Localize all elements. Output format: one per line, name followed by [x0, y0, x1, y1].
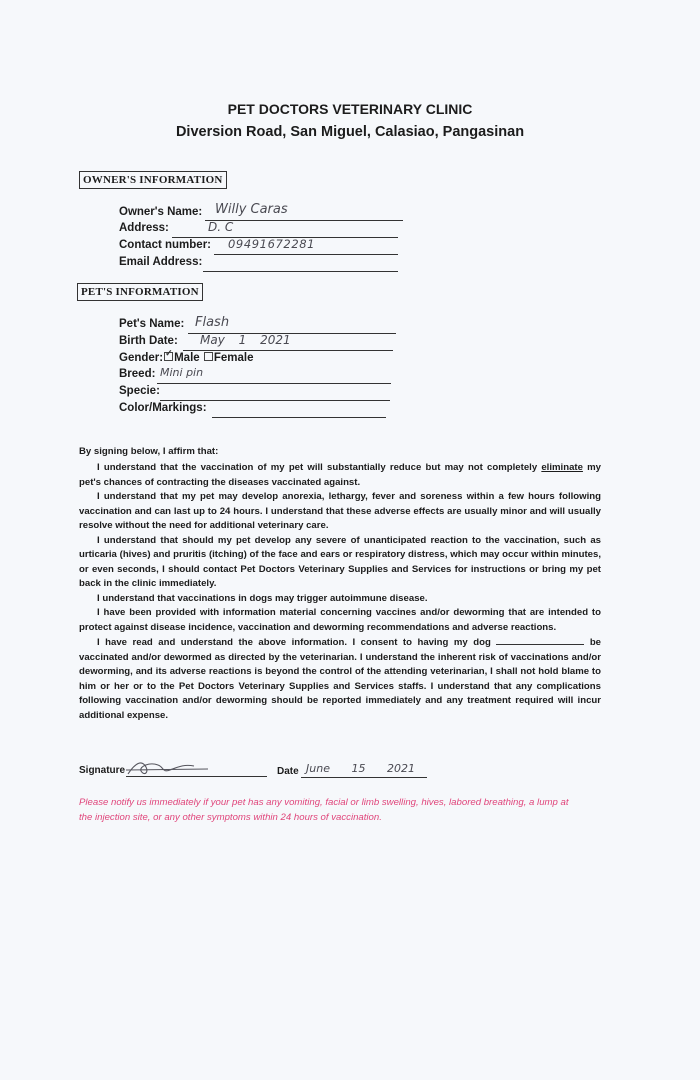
consent-p6-text-b: be vaccinated and/or dewormed as directed by the veterinarian. I understand the inherent risk of vaccinations and/or deworming, and its adverse reactions is beyond the control of the attending veterinarian, I shall not hold blame to him or her or to the Pet Doctors Veterinary Supplies and Services staffs. I understand that any complications following vaccination and/or deworming should be reported immediately and any treatment required will incur additional expense.	[79, 637, 602, 721]
breed-label: Breed:	[119, 368, 156, 380]
consent-p6	[79, 635, 601, 723]
owner-name-label: Owner's Name:	[119, 206, 203, 218]
consent-p6-text-a: I have read and understand the above information. I consent to having my dog	[97, 637, 491, 648]
breed-line[interactable]	[157, 383, 391, 384]
clinic-name: PET DOCTORS VETERINARY CLINIC	[227, 101, 473, 117]
date-label: Date	[277, 766, 299, 777]
consent-p5: I have been provided with information material concerning vaccines and/or deworming that are intended to protect against disease incidence, vaccination and deworming recommendations and adverse reactions.	[79, 607, 601, 633]
pet-name-label: Pet's Name:	[119, 318, 185, 330]
birth-date-line[interactable]	[183, 350, 393, 351]
owner-name-value[interactable]: Willy Caras	[215, 202, 288, 217]
signature-scribble	[124, 757, 214, 779]
pet-name-value[interactable]: Flash	[195, 315, 230, 330]
date-value[interactable]: June 15 2021	[306, 762, 415, 775]
email-label: Email Address:	[119, 256, 203, 268]
contact-line[interactable]	[214, 254, 398, 255]
breed-value[interactable]: Mini pin	[160, 366, 204, 379]
consent-body	[79, 461, 601, 723]
consent-p1	[79, 461, 601, 490]
gender-row	[119, 348, 254, 364]
consent-p4: I understand that vaccinations in dogs may trigger autoimmune disease.	[97, 592, 428, 604]
owner-name-line[interactable]	[205, 220, 403, 221]
birth-date-label: Birth Date:	[119, 335, 178, 347]
signature-label: Signature	[79, 765, 126, 776]
check-mark-icon: ✓	[165, 348, 173, 359]
contact-label: Contact number:	[119, 239, 211, 251]
specie-line[interactable]	[160, 400, 390, 401]
color-label: Color/Markings:	[119, 402, 207, 414]
clinic-address: Diversion Road, San Miguel, Calasiao, Pangasinan	[175, 124, 525, 140]
pet-section-title: PET'S INFORMATION	[77, 283, 203, 301]
address-value[interactable]: D. C	[208, 220, 234, 234]
consent-p1-text-a: I understand that the vaccination of my pet will substantially reduce but may not completely	[97, 462, 538, 473]
post-vaccination-notice: Please notify us immediately if your pet has any vomiting, facial or limb swelling, hives, labored breathing, a lump at the injection site, or any other symptoms within 24 hours of vaccination.	[79, 797, 569, 823]
address-label: Address:	[119, 222, 169, 234]
male-checkbox[interactable]	[164, 348, 173, 361]
consent-intro: By signing below, I affirm that:	[79, 446, 219, 457]
contact-value[interactable]: 09491672281	[228, 237, 316, 251]
birth-date-value[interactable]: May 1 2021	[200, 333, 291, 347]
specie-label: Specie:	[119, 385, 160, 397]
female-checkbox[interactable]	[204, 352, 213, 361]
gender-male-label: Male	[174, 352, 200, 364]
consent-p3: I understand that should my pet develop any severe of unanticipated reaction to the vaccination, such as urticaria (hives) and pruritis (itching) of the face and ears or respiratory distress, which may occur within minutes, or even seconds, I should contact Pet Doctors Veterinary Supplies and Services for instructions or bring my pet back in the clinic immediately.	[79, 534, 601, 589]
gender-female-label: Female	[213, 352, 254, 364]
email-line[interactable]	[203, 271, 398, 272]
consent-p1-text-b: my pet's chances of contracting the diseases vaccinated against.	[79, 462, 601, 488]
date-line[interactable]	[301, 777, 427, 778]
gender-label: Gender:	[119, 352, 164, 364]
owner-section-title: OWNER'S INFORMATION	[79, 171, 227, 189]
dog-name-blank[interactable]	[496, 635, 584, 645]
consent-p2: I understand that my pet may develop anorexia, lethargy, fever and soreness within a few hours following vaccination and can last up to 24 hours. I understand that these adverse effects are usually minor and will usually resolve without the need for additional veterinary care.	[79, 491, 601, 531]
consent-p1-eliminate: eliminate	[541, 462, 583, 473]
color-line[interactable]	[212, 417, 386, 418]
